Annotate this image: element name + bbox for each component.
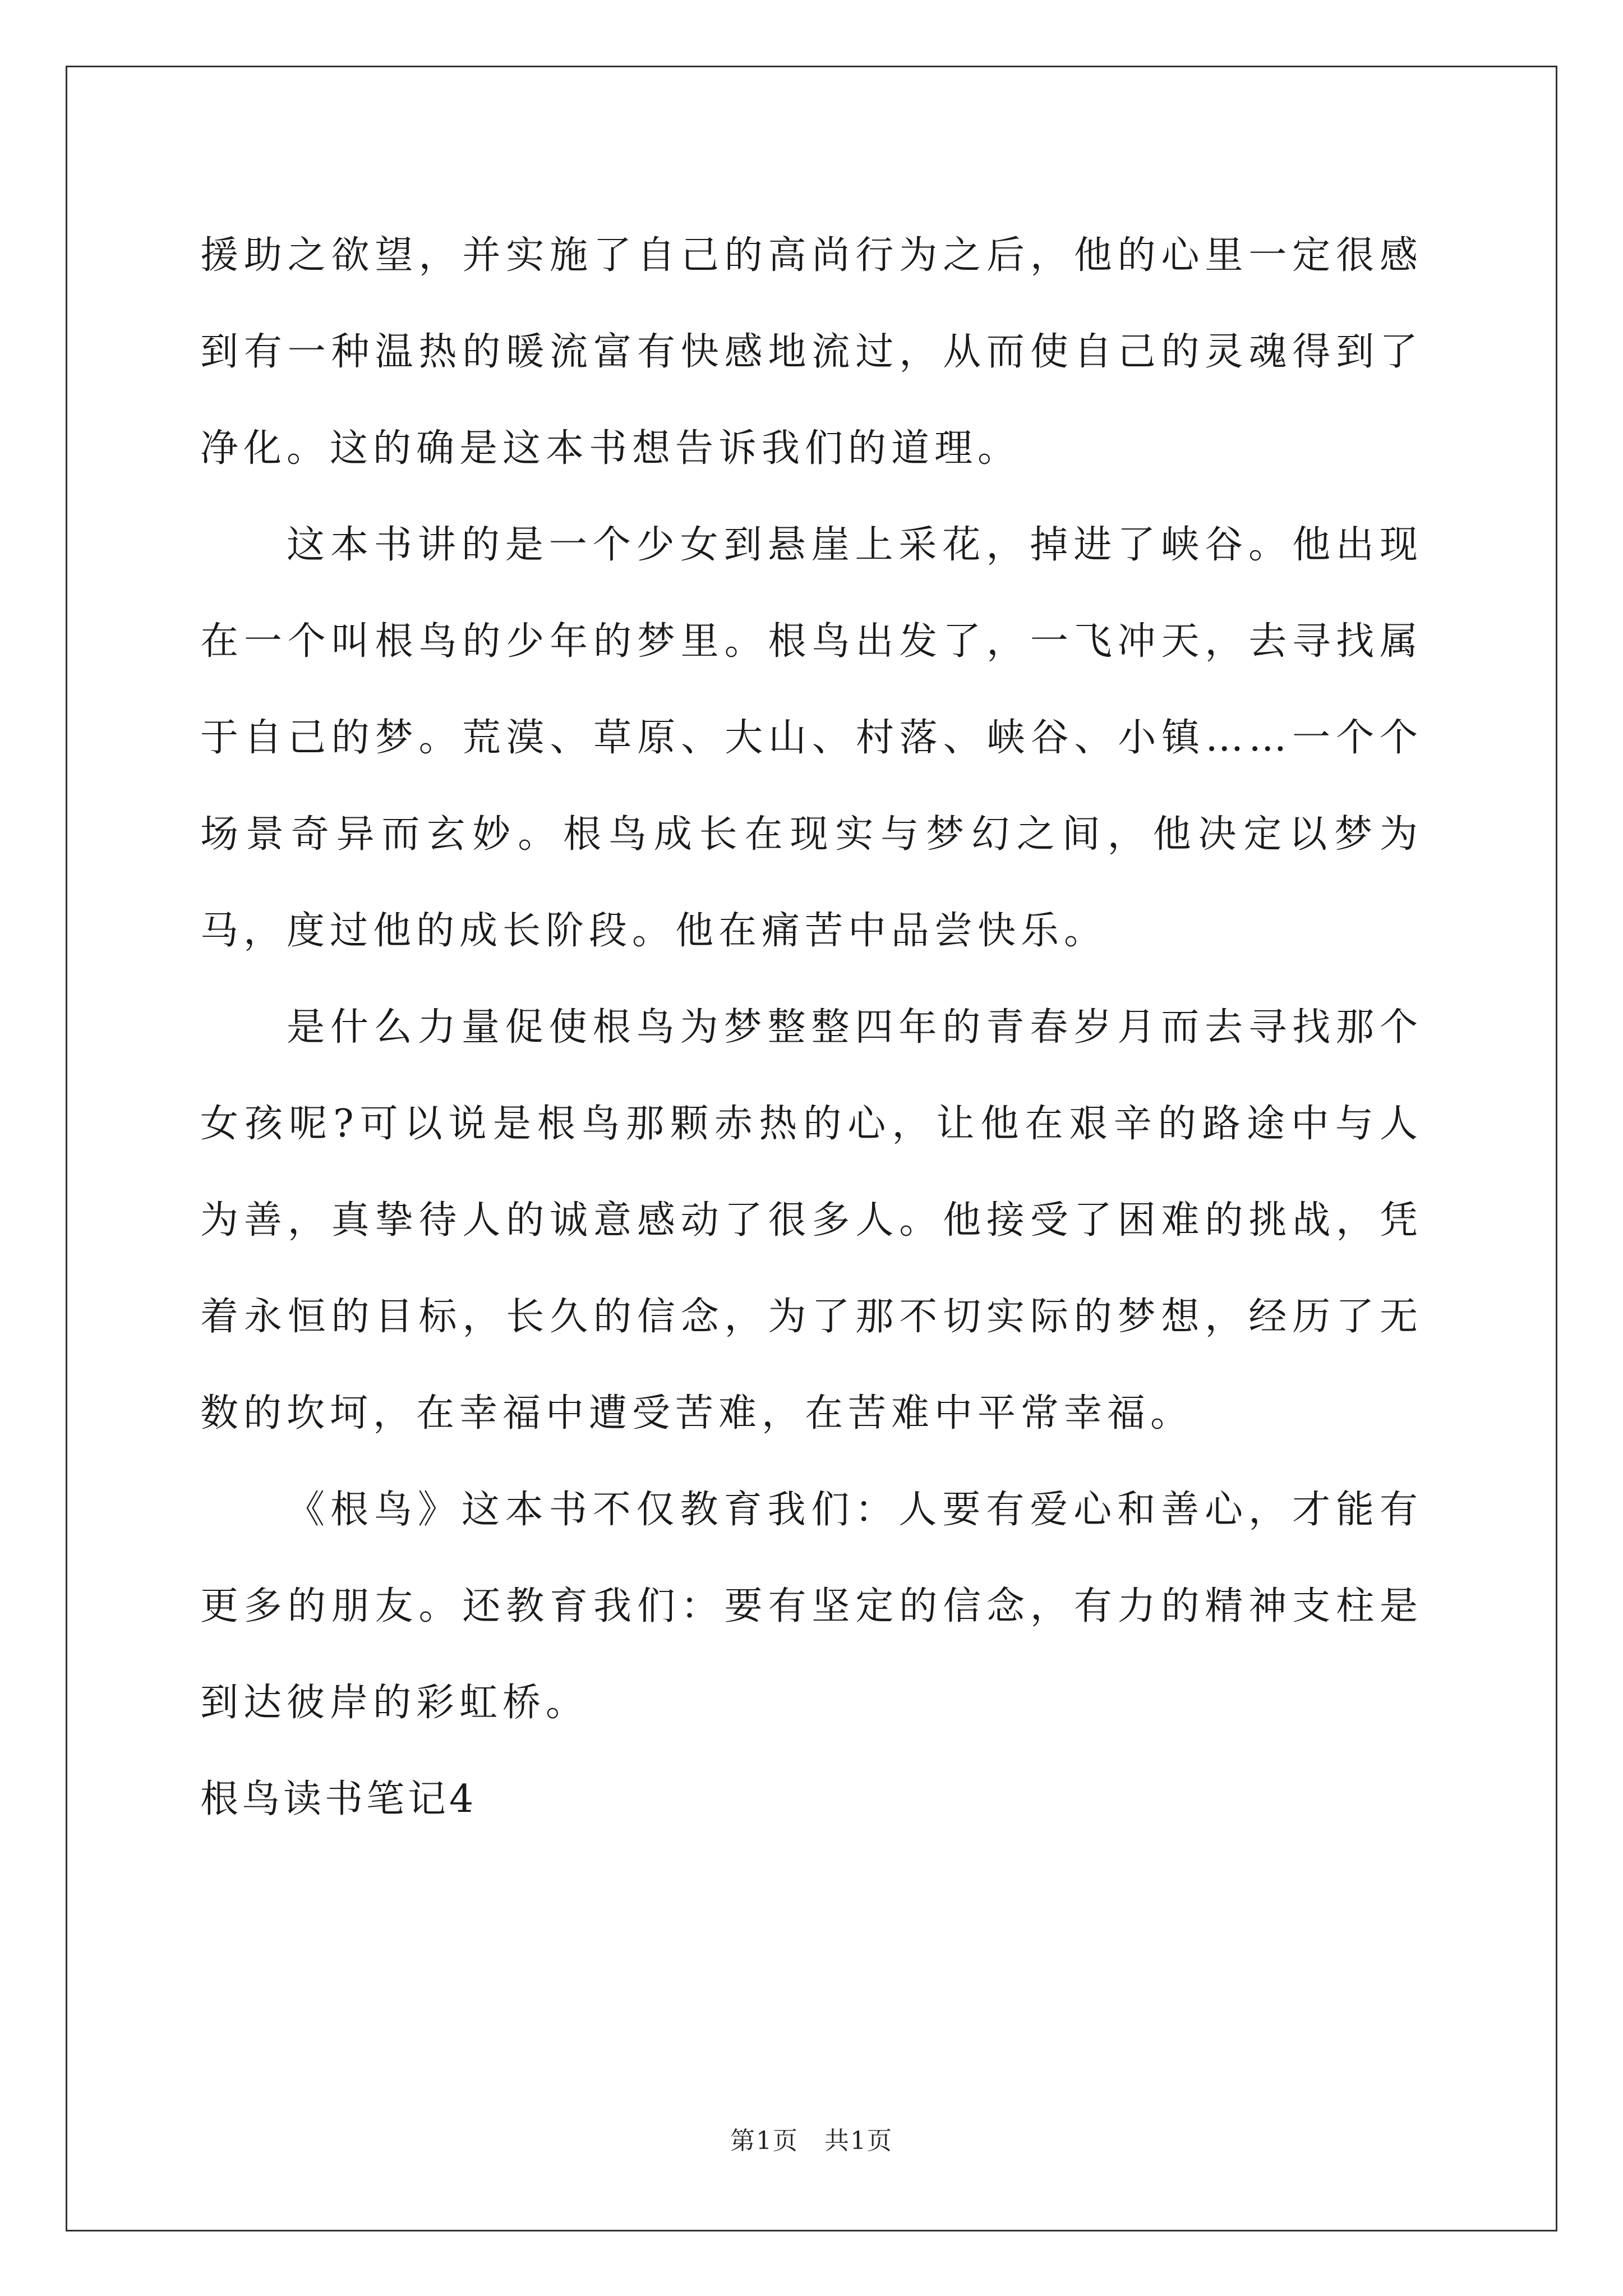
paragraph-4: 《根鸟》这本书不仅教育我们：人要有爱心和善心，才能有更多的朋友。还教育我们：要有坚定的信念，有力的精神支柱是到达彼岸的彩虹桥。 bbox=[200, 1488, 1423, 1725]
paragraph-1: 援助之欲望，并实施了自己的高尚行为之后，他的心里一定很感到有一种温热的暖流富有快感地流过，从而使自己的灵魂得到了净化。这的确是这本书想告诉我们的道理。 bbox=[200, 233, 1423, 471]
document-body bbox=[200, 208, 1423, 1848]
paragraph-2: 这本书讲的是一个少女到悬崖上采花，掉进了峡谷。他出现在一个叫根鸟的少年的梦里。根鸟出发了，一飞冲天，去寻找属于自己的梦。荒漠、草原、大山、村落、峡谷、小镇……一个个场景奇异而玄妙。根鸟成长在现实与梦幻之间，他决定以梦为马，度过他的成长阶段。他在痛苦中品尝快乐。 bbox=[200, 523, 1423, 953]
paragraph-3: 是什么力量促使根鸟为梦整整四年的青春岁月而去寻找那个女孩呢?可以说是根鸟那颗赤热的心，让他在艰辛的路途中与人为善，真挚待人的诚意感动了很多人。他接受了困难的挑战，凭着永恒的目标，长久的信念，为了那不切实际的梦想，经历了无数的坎坷，在幸福中遭受苦难，在苦难中平常幸福。 bbox=[200, 1005, 1423, 1435]
page-total: 共1页 bbox=[824, 2127, 893, 2155]
section-heading: 根鸟读书笔记4 bbox=[200, 1777, 477, 1821]
page-number: 第1页 bbox=[730, 2127, 799, 2155]
page-footer bbox=[0, 2120, 1623, 2156]
